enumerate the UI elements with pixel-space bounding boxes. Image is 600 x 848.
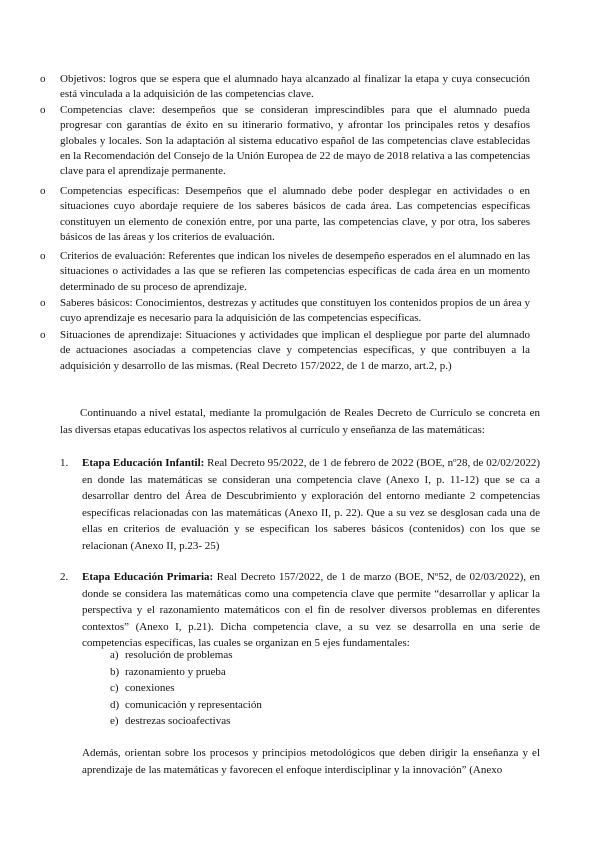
stage-number: 2. [60, 571, 69, 583]
axis-item [110, 647, 233, 664]
bullet-marker: o [40, 73, 46, 85]
axis-item [110, 713, 231, 730]
axis-text: razonamiento y prueba [125, 666, 226, 678]
stage-text: Real Decreto 95/2022, de 1 de febrero de 2022 (BOE, nº28, de 02/02/2022) en donde las matemáticas se consideran una competencia clave (Anexo I, p. 11-12) que se ca a desarrollar dentro del Área de Descubrimiento y exploración del entorno mediante 2 competencias específicas relacionadas con las matemáticas (Anexo II, p. 22). Que a su vez se desglosan cada una de ellas en criterios de evaluación y se especifican los saberes básicos (contenidos) con los que se relacionan (Anexo II, p.23- 25) [82, 457, 540, 552]
stage-text: Real Decreto 157/2022, de 1 de marzo (BOE, Nº52, de 02/03/2022), en donde se considera las matemáticas como una competencia clave que permite “desarrollar y aplicar la perspectiva y el razonamiento matemáticos con el fin de resolver diversos problemas en diferentes contextos” (Anexo I, p.21). Dicha competencia clave, a su vez se desarrolla en una serie de competencias específicas, las cuales se organizan en 5 ejes fundamentales: [82, 571, 540, 649]
bullet-text: Situaciones de aprendizaje: Situaciones y actividades que implican el despliegue por parte del alumnado de actuaciones asociadas a competencias clave y competencias específicas, y que contribuyen a la adquisición y desarrollo de las mismas. (Real Decreto 157/2022, de 1 de marzo, art.2, p.) [60, 329, 530, 372]
axis-letter: e) [110, 715, 119, 727]
axis-text: destrezas socioafectivas [125, 715, 231, 727]
axis-letter: b) [110, 666, 120, 678]
axis-letter: a) [110, 649, 119, 661]
bullet-text: Objetivos: logros que se espera que el alumnado haya alcanzado al finalizar la etapa y cuya consecución está vinculada a la adquisición de las competencias clave. [60, 73, 530, 101]
stage-title: Etapa Educación Primaria: [82, 571, 214, 583]
bullet-marker: o [40, 329, 46, 341]
bullet-text: Competencias específicas: Desempeños que el alumnado debe poder desplegar en actividades o en situaciones cuyo abordaje requiere de los saberes básicos de cada área. Las competencias específicas constituyen un elemento de conexión entre, por una parte, las competencias clave, y por otra, los saberes básicos de las áreas y los criterios de evaluación. [60, 185, 530, 243]
bullet-competencias-especificas [40, 184, 530, 245]
axis-text: resolución de problemas [125, 649, 233, 661]
axis-letter: c) [110, 682, 119, 694]
bullet-objetivos [40, 72, 530, 103]
bullet-saberes-basicos [40, 296, 530, 327]
bullet-marker: o [40, 185, 46, 197]
bullet-marker: o [40, 104, 46, 116]
bullet-criterios-evaluacion [40, 249, 530, 295]
bullet-text: Competencias clave: desempeños que se consideran imprescindibles para que el alumnado pueda progresar con garantías de éxito en su itinerario formativo, y afrontar los principales retos y desafíos globales y locales. Son la adaptación al sistema educativo español de las competencias clave establecidas en la Recomendación del Consejo de la Unión Europea de 22 de mayo de 2018 relativa a las competencias clave para el aprendizaje permanente. [60, 104, 530, 178]
bullet-marker: o [40, 297, 46, 309]
axis-letter: d) [110, 699, 120, 711]
bullet-competencias-clave [40, 103, 530, 179]
bullet-situaciones-aprendizaje [40, 328, 530, 374]
axis-item [110, 680, 175, 697]
stage-primaria [60, 569, 540, 652]
stage-title: Etapa Educación Infantil: [82, 457, 205, 469]
stage-number: 1. [60, 457, 69, 469]
bullet-text: Saberes básicos: Conocimientos, destrezas y actitudes que constituyen los contenidos propios de un área y cuyo aprendizaje es necesario para la adquisición de las competencias específicas. [60, 297, 530, 325]
axis-item [110, 664, 226, 681]
closing-paragraph: Además, orientan sobre los procesos y principios metodológicos que deben dirigir la enseñanza y el aprendizaje de las matemáticas y favorecen el enfoque interdisciplinar y la innovación” (Anexo [82, 747, 540, 776]
axis-text: conexiones [125, 682, 175, 694]
bullet-text: Criterios de evaluación: Referentes que indican los niveles de desempeño esperados en el alumnado en las situaciones o actividades a las que se refieren las competencias específicas de cada área en un momento determinado de su proceso de aprendizaje. [60, 250, 530, 293]
axis-item [110, 697, 262, 714]
stage-infantil [60, 455, 540, 554]
intro-paragraph: Continuando a nivel estatal, mediante la promulgación de Reales Decreto de Currículo se concreta en las diversas etapas educativas los aspectos relativos al currículo y enseñanza de las matemáticas: [60, 407, 540, 436]
bullet-marker: o [40, 250, 46, 262]
axis-text: comunicación y representación [125, 699, 262, 711]
